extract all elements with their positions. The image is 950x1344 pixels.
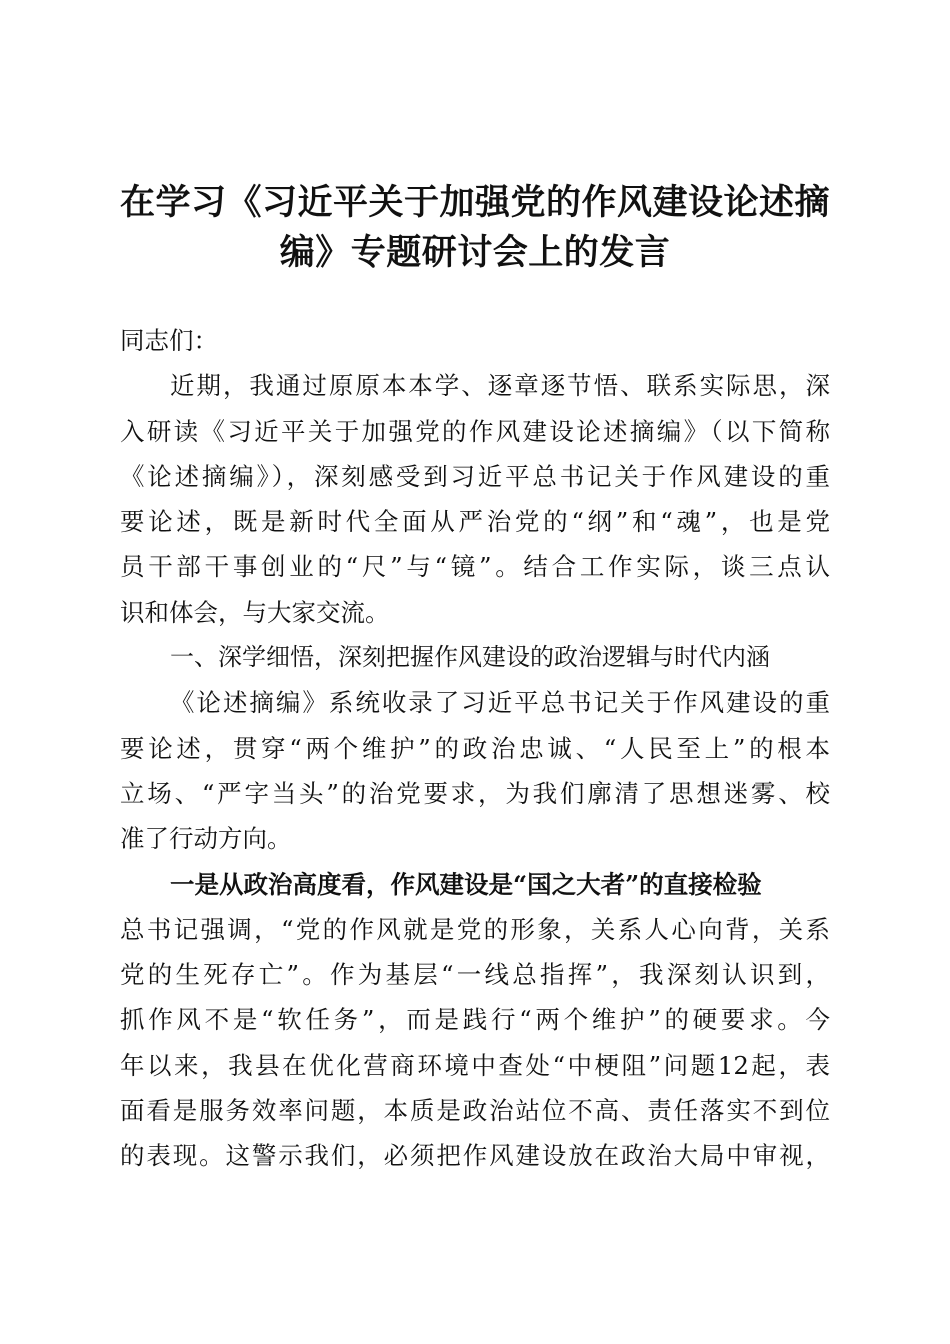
section-1-paragraph — [120, 680, 830, 861]
point-1-line: 党的生死存亡”。作为基层“一线总指挥”，我深刻认识到， — [120, 960, 830, 990]
section-1-line: 准了行动方向。 — [120, 824, 292, 854]
intro-line: 入研读《习近平关于加强党的作风建设论述摘编》（以下简称 — [120, 416, 830, 446]
section-1-line: 要论述，贯穿“两个维护”的政治忠诚、“人民至上”的根本 — [120, 733, 830, 763]
intro-line: 员干部干事创业的“尺”与“镜”。结合工作实际，谈三点认 — [120, 552, 830, 582]
section-1-heading: 一、深学细悟，深刻把握作风建设的政治逻辑与时代内涵 — [170, 643, 770, 672]
intro-line: 要论述，既是新时代全面从严治党的“纲”和“魂”，也是党 — [120, 507, 830, 537]
point-1-line: 年以来，我县在优化营商环境中查处“中梗阻”问题12起，表 — [120, 1050, 830, 1080]
point-1-line: 的表现。这警示我们，必须把作风建设放在政治大局中审视， — [120, 1141, 830, 1171]
point-1-line: 总书记强调，“党的作风就是党的形象，关系人心向背，关系 — [120, 914, 830, 944]
salutation: 同志们： — [120, 326, 218, 355]
intro-line: 识和体会，与大家交流。 — [120, 597, 390, 627]
intro-line: 《论述摘编》），深刻感受到习近平总书记关于作风建设的重 — [120, 461, 830, 491]
section-1-line: 立场、“严字当头”的治党要求，为我们廓清了思想迷雾、校 — [120, 778, 830, 808]
section-1-line: 《论述摘编》系统收录了习近平总书记关于作风建设的重 — [170, 688, 830, 718]
point-1-heading: 一是从政治高度看，作风建设是“国之大者”的直接检验 — [170, 869, 762, 899]
document-title — [110, 178, 840, 278]
point-1-paragraph — [120, 907, 830, 1179]
intro-line: 近期，我通过原原本本学、逐章逐节悟、联系实际思，深 — [170, 371, 830, 401]
title-line-1: 在学习《习近平关于加强党的作风建设论述摘 — [119, 182, 830, 223]
document-body — [120, 318, 830, 1179]
intro-paragraph — [120, 363, 830, 635]
title-line-2: 编》专题研讨会上的发言 — [279, 232, 671, 273]
point-1-line: 抓作风不是“软任务”，而是践行“两个维护”的硬要求。今 — [120, 1005, 830, 1035]
point-1-line: 面看是服务效率问题，本质是政治站位不高、责任落实不到位 — [120, 1096, 830, 1126]
